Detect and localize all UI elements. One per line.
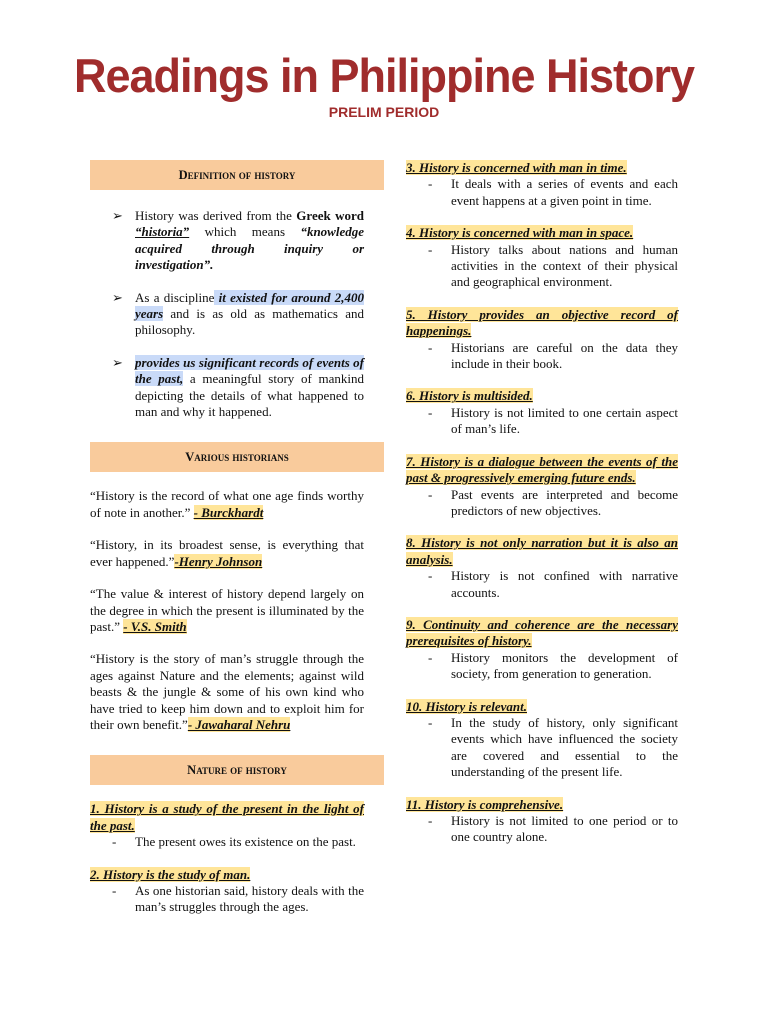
document-title: Readings in Philippine History bbox=[73, 48, 695, 103]
quote-burckhardt: “History is the record of what one age finds worthy of note in another.” - Burckhardt bbox=[90, 488, 364, 520]
quote-vs-smith: “The value & interest of history depend largely on the degree in which the present is illuminated by the past.” - V.S. Smith bbox=[90, 586, 364, 634]
section-header-historians: Various historians bbox=[90, 442, 384, 472]
nature-item-8: 8. History is not only narration but it is also an analysis. - History is not confined with narrative accounts. bbox=[406, 535, 678, 600]
nature-item-7: 7. History is a dialogue between the events of the past & progressively emerging future ends. - Past events are interpreted and become predictors of new objectives. bbox=[406, 453, 678, 518]
dash-bullet: - bbox=[428, 486, 433, 502]
dash-bullet: - bbox=[428, 241, 433, 257]
arrow-bullet-icon: ➢ bbox=[112, 208, 123, 223]
dash-bullet: - bbox=[428, 649, 433, 665]
nature-item-2: 2. History is the study of man. - As one historian said, history deals with the man’s struggles through the ages. bbox=[90, 866, 364, 915]
nature-item-5: 5. History provides an objective record of happenings. - Historians are careful on the data they include in their book. bbox=[406, 306, 678, 372]
quote-author: - Jawaharal Nehru bbox=[187, 716, 291, 732]
dash-bullet: - bbox=[112, 882, 117, 898]
dash-bullet: - bbox=[428, 404, 433, 420]
right-column bbox=[406, 160, 678, 862]
arrow-bullet-icon: ➢ bbox=[112, 289, 123, 305]
nature-item-3: 3. History is concerned with man in time. - It deals with a series of events and each event happens at a given point in time. bbox=[406, 160, 678, 208]
definition-bullet-1: ➢ History was derived from the Greek word “historia” which means “knowledge acquired through inquiry or investigation”. bbox=[112, 208, 364, 273]
nature-item-10: 10. History is relevant. - In the study of history, only significant events which have influenced the society are covered and essential to the understanding of the present life. bbox=[406, 698, 678, 780]
dash-bullet: - bbox=[428, 714, 433, 730]
dash-bullet: - bbox=[428, 813, 433, 828]
quote-nehru: “History is the story of man’s struggle through the ages against Nature and the elements; against wild beasts & the jungle & some of his own kind who have tried to keep him down and to exploit him for their own benefit.”- Jawaharal Nehru bbox=[90, 651, 364, 732]
nature-item-9: 9. Continuity and coherence are the necessary prerequisites of history. - History monitors the development of society, from generation to generation. bbox=[406, 616, 678, 682]
arrow-bullet-icon: ➢ bbox=[112, 354, 123, 370]
nature-item-11: 11. History is comprehensive. - History is not limited to one period or to one country alone. bbox=[406, 796, 678, 845]
left-column bbox=[90, 160, 364, 932]
nature-item-1: 1. History is a study of the present in the light of the past. - The present owes its existence on the past. bbox=[90, 801, 364, 850]
dash-bullet: - bbox=[428, 176, 433, 192]
document-subtitle: PRELIM PERIOD bbox=[328, 104, 440, 120]
quote-author: - Burckhardt bbox=[193, 504, 264, 520]
definition-bullet-3: ➢ provides us significant records of events of the past, a meaningful story of mankind depicting the details of what happened to man and why it happened. bbox=[112, 354, 364, 420]
section-header-nature: Nature of history bbox=[90, 755, 384, 785]
quote-author: - V.S. Smith bbox=[123, 618, 187, 634]
dash-bullet: - bbox=[428, 568, 433, 584]
nature-item-6: 6. History is multisided. - History is not limited to one certain aspect of man’s life. bbox=[406, 388, 678, 437]
dash-bullet: - bbox=[112, 834, 117, 850]
definition-bullet-2: ➢ As a discipline it existed for around 2,400 years and is as old as mathematics and philosophy. bbox=[112, 289, 364, 338]
quote-henry-johnson: “History, in its broadest sense, is everything that ever happened.”-Henry Johnson bbox=[90, 537, 364, 569]
nature-item-4: 4. History is concerned with man in space. - History talks about nations and human activities in the context of their physical and geographical environment. bbox=[406, 225, 678, 290]
dash-bullet: - bbox=[428, 339, 433, 355]
section-header-definition: Definition of history bbox=[90, 160, 384, 190]
quote-author: -Henry Johnson bbox=[174, 553, 263, 569]
